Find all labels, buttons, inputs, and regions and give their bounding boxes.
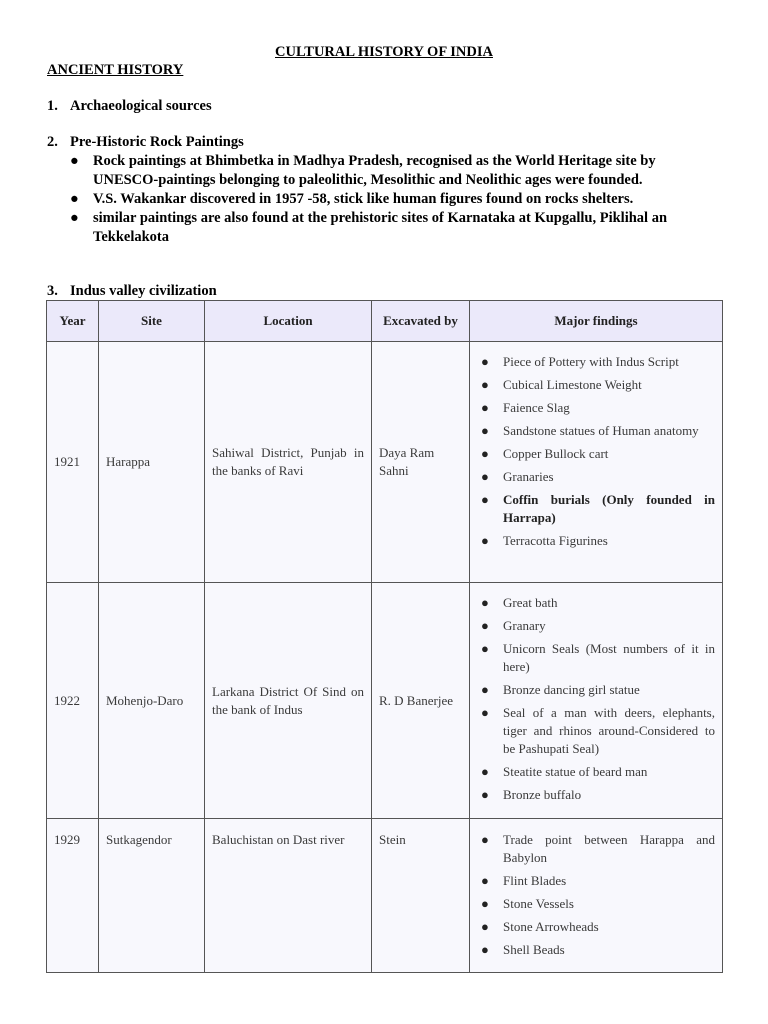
section-number: 3. (47, 283, 58, 299)
finding-item: ● Stone Vessels (481, 896, 574, 911)
finding-item: ● Bronze dancing girl statue (481, 682, 640, 697)
list-item (70, 152, 720, 190)
section-label: Indus valley civilization (70, 283, 217, 299)
section-number: 1. (47, 98, 58, 114)
finding-item: ● Steatite statue of beard man (481, 764, 648, 779)
bullet-icon: ● (481, 618, 489, 633)
cell-year: 1921 (47, 342, 99, 583)
list-item-text: V.S. Wakankar discovered in 1957 -58, stick like human figures found on rocks shelters. (93, 191, 634, 207)
cell-excavated-by: R. D Banerjee (372, 583, 470, 819)
table-row (47, 819, 723, 973)
finding-item: ● Copper Bullock cart (481, 446, 609, 461)
bullet-icon: ● (481, 942, 489, 957)
cell-excavated-by: Stein (372, 819, 470, 973)
bullet-icon: ● (481, 832, 489, 847)
table-row (47, 583, 723, 819)
rock-paintings-list (70, 152, 720, 247)
header-major-findings: Major findings (470, 301, 723, 342)
cell-site: Mohenjo-Daro (99, 583, 205, 819)
finding-item: ● Faience Slag (481, 400, 570, 415)
finding-item: ● Bronze buffalo (481, 787, 582, 802)
bullet-icon: ● (481, 764, 489, 779)
bullet-icon: ● (481, 641, 489, 656)
document-title: CULTURAL HISTORY OF INDIA (275, 44, 493, 60)
section-number: 2. (47, 134, 58, 150)
finding-item: ● Trade point between Harappa and Babylon (481, 832, 715, 865)
section-label: Pre-Historic Rock Paintings (70, 134, 244, 150)
finding-item: ● Cubical Limestone Weight (481, 377, 642, 392)
bullet-icon: ● (70, 191, 79, 207)
finding-item: ● Flint Blades (481, 873, 567, 888)
finding-item: ● Sandstone statues of Human anatomy (481, 423, 699, 438)
cell-site: Sutkagendor (99, 819, 205, 973)
header-year: Year (47, 301, 99, 342)
header-excavated-by: Excavated by (372, 301, 470, 342)
bullet-icon: ● (481, 533, 489, 548)
finding-item: ● Granaries (481, 469, 554, 484)
section-heading-ancient-history: ANCIENT HISTORY (47, 62, 184, 78)
bullet-icon: ● (481, 873, 489, 888)
list-item-text: Rock paintings at Bhimbetka in Madhya Pradesh, recognised as the World Heritage site by UNESCO-paintings belonging to paleolithic, Mesolithic and Neolithic ages were founded. (93, 153, 656, 188)
cell-year: 1929 (47, 819, 99, 973)
header-site: Site (99, 301, 205, 342)
bullet-icon: ● (481, 354, 489, 369)
finding-item: ● Unicorn Seals (Most numbers of it in here) (481, 641, 715, 674)
section-archaeological-sources (47, 98, 212, 115)
section-label: Archaeological sources (70, 98, 212, 114)
cell-location: Baluchistan on Dast river (205, 819, 372, 973)
cell-excavated-by: Daya Ram Sahni (372, 342, 470, 583)
bullet-icon: ● (481, 492, 489, 507)
table-header-row (47, 301, 723, 342)
finding-item: ● Granary (481, 618, 546, 633)
bullet-icon: ● (481, 919, 489, 934)
list-item (70, 190, 720, 209)
header-location: Location (205, 301, 372, 342)
cell-findings (470, 583, 723, 819)
cell-year: 1922 (47, 583, 99, 819)
bullet-icon: ● (481, 446, 489, 461)
bullet-icon: ● (481, 400, 489, 415)
cell-site: Harappa (99, 342, 205, 583)
cell-location: Sahiwal District, Punjab in the banks of Ravi (205, 342, 372, 583)
finding-item: ● Coffin burials (Only founded in Harrapa) (481, 492, 715, 525)
cell-findings (470, 342, 723, 583)
bullet-icon: ● (481, 377, 489, 392)
finding-item: ● Great bath (481, 595, 558, 610)
finding-item: ● Shell Beads (481, 942, 565, 957)
bullet-icon: ● (481, 682, 489, 697)
bullet-icon: ● (481, 595, 489, 610)
bullet-icon: ● (70, 210, 79, 226)
finding-item: ● Piece of Pottery with Indus Script (481, 354, 679, 369)
indus-valley-table (46, 300, 723, 973)
finding-item: ● Seal of a man with deers, elephants, tiger and rhinos around-Considered to be Pashupati Seal) (481, 705, 715, 756)
bullet-icon: ● (481, 705, 489, 720)
table-row (47, 342, 723, 583)
bullet-icon: ● (481, 896, 489, 911)
section-indus-valley (47, 283, 217, 300)
finding-item: ● Terracotta Figurines (481, 533, 608, 548)
bullet-icon: ● (481, 787, 489, 802)
bullet-icon: ● (481, 469, 489, 484)
cell-location: Larkana District Of Sind on the bank of Indus (205, 583, 372, 819)
section-rock-paintings (47, 134, 244, 151)
list-item (70, 209, 720, 247)
cell-findings (470, 819, 723, 973)
list-item-text: similar paintings are also found at the prehistoric sites of Karnataka at Kupgallu, Piklihal an Tekkelakota (93, 210, 668, 245)
bullet-icon: ● (70, 153, 79, 169)
bullet-icon: ● (481, 423, 489, 438)
finding-item: ● Stone Arrowheads (481, 919, 599, 934)
